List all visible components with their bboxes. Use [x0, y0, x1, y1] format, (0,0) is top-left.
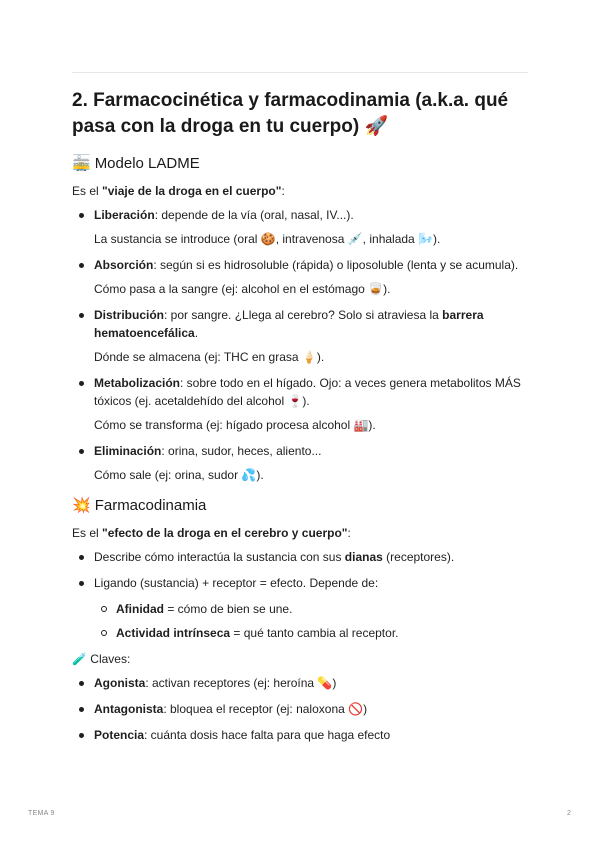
top-divider	[72, 72, 528, 73]
claves-label: 🧪 Claves:	[72, 652, 131, 666]
section-title: 2. Farmacocinética y farmacodinamia (a.k.a. qué pasa con la droga en tu cuerpo) 🚀	[72, 90, 509, 137]
list-item: Liberación: depende de la vía (oral, nasal, IV...). La sustancia se introduce (oral 🍪, intravenosa 💉, inhalada 🌬️).	[72, 206, 528, 248]
list-item: Ligando (sustancia) + receptor = efecto. Depende de:	[72, 574, 528, 592]
footer-chapter: TEMA 9	[28, 810, 55, 817]
footer-page-number: 2	[567, 810, 571, 817]
tram-icon: 🚋	[72, 155, 91, 172]
sub-list-item: Afinidad = cómo de bien se une.	[72, 600, 528, 618]
sub-list-item: Actividad intrínseca = qué tanto cambia al receptor.	[72, 624, 528, 642]
farmacodinamia-list	[72, 548, 528, 642]
list-item: Eliminación: orina, sudor, heces, aliento... Cómo sale (ej: orina, sudor 💦).	[72, 442, 528, 484]
farmacodinamia-intro: Es el "efecto de la droga en el cerebro y cuerpo":	[72, 526, 351, 540]
ladme-heading: 🚋 Modelo LADME	[72, 155, 200, 172]
collision-icon: 💥	[72, 497, 91, 514]
list-item: Metabolización: sobre todo en el hígado. Ojo: a veces genera metabolitos MÁS tóxicos (ej. acetaldehído del alcohol 🍷). Cómo se transforma (ej: hígado procesa alcohol 🏭).	[72, 374, 528, 434]
list-item: Distribución: por sangre. ¿Llega al cerebro? Solo si atraviesa la barrera hematoencefálica. Dónde se almacena (ej: THC en grasa 🍦).	[72, 306, 528, 366]
list-item: Antagonista: bloquea el receptor (ej: naloxona 🚫)	[72, 700, 528, 718]
farmacodinamia-heading: 💥 Farmacodinamia	[72, 497, 207, 514]
list-item: Describe cómo interactúa la sustancia con sus dianas (receptores).	[72, 548, 528, 566]
ladme-intro: Es el "viaje de la droga en el cuerpo":	[72, 184, 285, 198]
list-item: Potencia: cuánta dosis hace falta para que haga efecto	[72, 726, 528, 744]
list-item: Agonista: activan receptores (ej: heroína 💊)	[72, 674, 528, 692]
document-page	[72, 88, 528, 752]
claves-list	[72, 674, 528, 744]
ladme-list	[72, 206, 528, 484]
list-item: Absorción: según si es hidrosoluble (rápida) o liposoluble (lenta y se acumula). Cómo pasa a la sangre (ej: alcohol en el estómago 🥃).	[72, 256, 528, 298]
